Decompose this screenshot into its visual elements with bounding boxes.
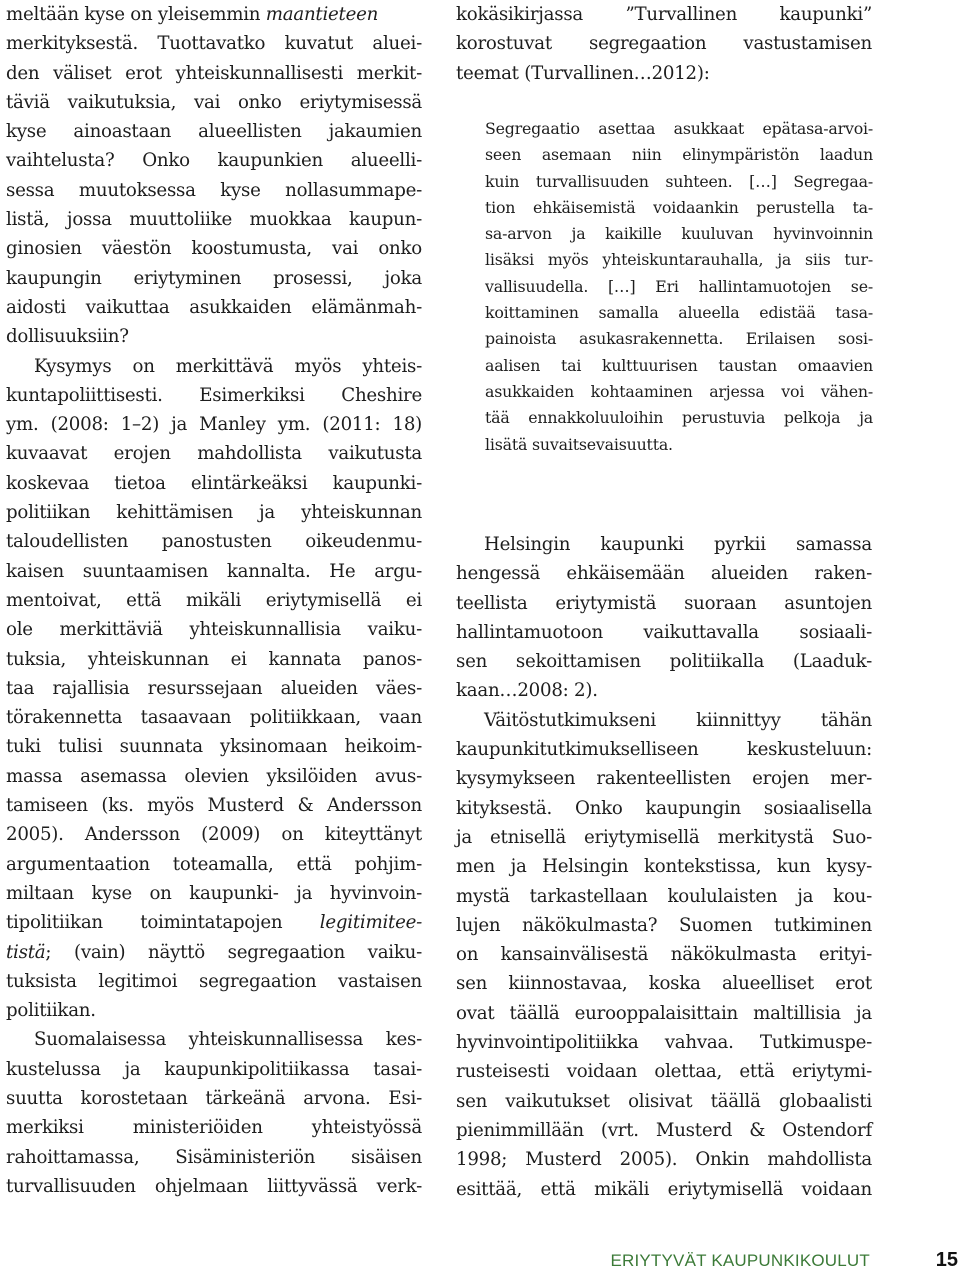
body-text-line: taloudellisten panostusten oikeudenmu- xyxy=(6,531,422,553)
body-text-line: on kansainvälisestä näkökulmasta erityi- xyxy=(456,944,872,966)
body-text-line: Väitöstutkimukseni kiinnittyy tähän xyxy=(484,709,872,731)
quote-text-line: seen asemaan niin elinympäristön laadun xyxy=(485,145,873,165)
body-text-line: kaupungin eriytyminen prosessi, joka xyxy=(6,267,422,289)
body-text-line: sen sekoittamisen politiikalla (Laaduk- xyxy=(456,651,872,673)
body-text-line: aidosti vaikuttaa asukkaiden elämänmah- xyxy=(6,296,422,318)
quote-text-line: lisäksi myös yhteiskuntarauhalla, ja siis tur- xyxy=(485,250,873,270)
body-text-line: men ja Helsingin kontekstissa, kun kysy- xyxy=(456,856,872,878)
right-column-bottom xyxy=(456,530,872,1204)
quote-text-line: koittaminen samalla alueella edistää tasa- xyxy=(485,303,873,323)
body-text-line: teemat (Turvallinen…2012): xyxy=(456,62,710,84)
body-text-line: hengessä ehkäisemään alueiden raken- xyxy=(456,563,872,585)
body-text-line: tamiseen (ks. myös Musterd & Andersson xyxy=(6,795,422,817)
body-text-line: mentoivat, että mikäli eriytymisellä ei xyxy=(6,589,422,611)
body-text-line: rahoittamassa, Sisäministeriön sisäisen xyxy=(6,1146,422,1168)
body-text-line: ym. (2008: 1–2) ja Manley ym. (2011: 18) xyxy=(6,414,422,436)
body-text-line: taa rajallisia resurssejaan alueiden väes- xyxy=(6,677,422,699)
body-text-line: kuntapoliittisesti. Esimerkiksi Cheshire xyxy=(6,384,422,406)
body-text-line: tistä; (vain) näyttö segregaation vaiku- xyxy=(6,941,422,963)
body-text-line: politiikan kehittämisen ja yhteiskunnan xyxy=(6,502,422,524)
body-text-line: törakennetta tasaavaan politiikkaan, vaan xyxy=(6,707,422,729)
body-text-line: teellista eriytymistä suoraan asuntojen xyxy=(456,592,872,614)
body-text-line: ovat täällä eurooppalaisittain maltillisia ja xyxy=(456,1002,872,1024)
body-text-line: koskevaa tietoa elintärkeäksi kaupunki- xyxy=(6,472,422,494)
quote-text-line: aalisen tai kulttuurisen taustan omaavien xyxy=(485,355,873,375)
body-text-line: 1998; Musterd 2005). Onkin mahdollista xyxy=(456,1149,872,1171)
body-text-line: tuksista legitimoi segregaation vastaisen xyxy=(6,970,422,992)
quote-text-line: tää ennakkoluuloihin perustuvia pelkoja ja xyxy=(485,408,873,428)
body-text-line: hyvinvointipolitiikka vahvaa. Tutkimuspe- xyxy=(456,1032,872,1054)
quote-text-line: kuin turvallisuuden suhteen. […] Segregaa- xyxy=(485,171,873,191)
body-text-line: esittää, että mikäli eriytymisellä voidaan xyxy=(456,1178,872,1200)
body-text-line: merkityksestä. Tuottavatko kuvatut aluei- xyxy=(6,33,422,55)
quote-text-line: asukkaiden kohtaaminen arjessa voi vähen- xyxy=(485,381,873,401)
body-text-line: Kysymys on merkittävä myös yhteis- xyxy=(34,355,422,377)
quote-text-line: vallisuudella. […] Eri hallintamuotojen se- xyxy=(485,276,873,296)
body-text-line: tuki tulisi suunnata yksinomaan heikoim- xyxy=(6,736,422,758)
body-text-line: meltään kyse on yleisemmin maantieteen xyxy=(6,4,379,25)
body-text-line: merkiksi ministeriöiden yhteistyössä xyxy=(6,1117,422,1139)
body-text-line: kokäsikirjassa ”Turvallinen kaupunki” xyxy=(456,4,872,25)
body-text-line: kityksestä. Onko kaupungin sosiaalisella xyxy=(456,797,872,819)
body-text-line: turvallisuuden ohjelmaan liittyvässä verk- xyxy=(6,1175,422,1197)
body-text-line: dollisuuksiin? xyxy=(6,326,129,348)
body-text-line: kuvaavat erojen mahdollista vaikutusta xyxy=(6,443,422,465)
quote-text-line: Segregaatio asettaa asukkaat epätasa-arvoi- xyxy=(485,119,873,138)
body-text-line: den väliset erot yhteiskunnallisesti merkit- xyxy=(6,62,422,84)
block-quote xyxy=(485,116,873,458)
body-text-line: ja etnisellä eriytymisellä merkitystä Suo- xyxy=(456,826,872,848)
body-text-line: Suomalaisessa yhteiskunnallisessa kes- xyxy=(34,1029,422,1051)
body-text-line: mystä tarkastellaan koululaisten ja kou- xyxy=(456,885,872,907)
body-text-line: 2005). Andersson (2009) on kiteyttänyt xyxy=(6,824,422,846)
body-text-line: kaupunkitutkimukselliseen keskusteluun: xyxy=(456,739,872,761)
running-title: ERIYTYVÄT KAUPUNKIKOULUT xyxy=(610,1251,870,1270)
body-text-line: politiikan. xyxy=(6,1000,96,1022)
body-text-line: Helsingin kaupunki pyrkii samassa xyxy=(484,534,872,555)
body-text-line: pienimmillään (vrt. Musterd & Ostendorf xyxy=(456,1119,872,1141)
body-text-line: miltaan kyse on kaupunki- ja hyvinvoin- xyxy=(6,882,422,904)
page-number: 15 xyxy=(935,1249,958,1271)
body-text-line: korostuvat segregaation vastustamisen xyxy=(456,33,872,55)
body-text-line: lujen näkökulmasta? Suomen tutkiminen xyxy=(456,914,872,936)
body-text-line: kaan…2008: 2). xyxy=(456,680,598,702)
body-text-line: kaisen suuntaamisen kannalta. He argu- xyxy=(6,560,422,582)
body-text-line: kysymykseen rakenteellisten erojen mer- xyxy=(456,768,872,790)
body-text-line: hallintamuotoon vaikuttavalla sosiaali- xyxy=(456,621,872,643)
body-text-line: vaihtelusta? Onko kaupunkien alueelli- xyxy=(6,150,422,172)
quote-text-line: painoista asukasrakennetta. Erilaisen sosi- xyxy=(485,329,873,349)
quote-text-line: lisätä suvaitsevaisuutta. xyxy=(485,434,673,454)
body-text-line: massa asemassa olevien yksilöiden avus- xyxy=(6,765,422,787)
quote-text-line: tion ehkäisemistä voidaankin perustella ta- xyxy=(485,197,873,217)
body-text-line: listä, jossa muuttoliike muokkaa kaupun- xyxy=(6,209,422,231)
body-text-line: kyse ainoastaan alueellisten jakaumien xyxy=(6,121,422,143)
body-text-line: sen kiinnostavaa, koska alueelliset erot xyxy=(456,973,872,995)
left-column xyxy=(6,0,422,1201)
body-text-line: tuksia, yhteiskunnan ei kannata panos- xyxy=(6,648,422,670)
body-text-line: sessa muutoksessa kyse nollasummape- xyxy=(6,179,422,201)
body-text-line: ole merkittäviä yhteiskunnallisia vaiku- xyxy=(6,619,422,641)
body-text-line: argumentaation toteamalla, että pohjim- xyxy=(6,853,422,875)
body-text-line: ginosien väestön koostumusta, vai onko xyxy=(6,238,422,260)
body-text-line: kustelussa ja kaupunkipolitiikassa tasai- xyxy=(6,1058,422,1080)
quote-text-line: sa-arvon ja kaikille kuuluvan hyvinvoinnin xyxy=(485,224,873,244)
body-text-line: sen vaikutukset olisivat täällä globaalisti xyxy=(456,1090,872,1112)
body-text-line: suutta korostetaan tärkeänä arvona. Esi- xyxy=(6,1087,422,1109)
body-text-line: rusteisesti voidaan olettaa, että eriytymi- xyxy=(456,1061,872,1083)
right-column-top xyxy=(456,0,872,88)
body-text-line: tipolitiikan toimintatapojen legitimitee- xyxy=(6,912,422,934)
body-text-line: täviä vaikutuksia, vai onko eriytymisessä xyxy=(6,91,422,113)
